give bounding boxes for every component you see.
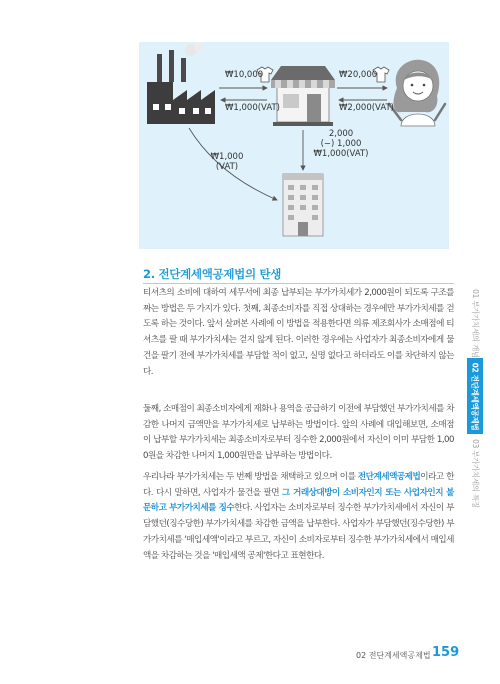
tax-office-building-icon [283,174,323,236]
calc-line-2: (−) 1,000 [320,139,362,149]
title-divider [143,283,454,284]
side-tab-prior-stage-credit[interactable] [467,358,483,434]
vat-flow-diagram [139,42,449,249]
paragraph-2: 둘째, 소매점이 최종소비자에게 재화나 용역을 공급하기 이전에 부담했던 부가가치세를 차감한 나머지 금액만을 부가가치세로 납부하는 방법이다. 앞의 사례에 대입해보면, 소매점이 납부할 부가가치세는 최종소비자로부터 징수한 2,000원에서 자신이 이미 부담한 1,000원을 차감한 나머지 1,000원만을 납부하는 방법이다. [143,404,454,462]
p3-text-b: 이라고 한다. 다시 말하면, 사업자가 물건을 팔면 [143,472,454,498]
factory-vat-label: ₩1,000(VAT) [225,103,280,113]
left-line-1: ₩1,000 [210,152,244,162]
store-vat-label: ₩2,000(VAT) [339,103,394,113]
store-icon [271,66,335,126]
factory-icon [147,42,215,124]
p3-text-a: 우리나라 부가가치세는 두 번째 방법을 채택하고 있으며 이를 [143,472,358,482]
calc-line-3: ₩1,000(VAT) [313,149,369,159]
section-title: 2. 전단계세액공제법의 탄생 [143,267,282,281]
store-sale-price-label: ₩20,000 [339,70,378,80]
calc-line-1: 2,000 [328,129,354,139]
paragraph-1: 티셔츠의 소비에 대하여 세무서에 최종 납부되는 부가가치세가 2,000원이 되도록 구조를 짜는 방법은 두 가지가 있다. 첫째, 최종소비자를 직접 상대하는 경우에만 부가가치세를 걷도록 하는 것이다. 앞서 살펴본 사례에 이 방법을 적용한다면 의류 제조회사가 소매점에 티셔츠를 팔 때 부가가치세는 걷지 않게 된다. 이러한 경우에는 사업자가 최종소비자에게 물건을 팔기 전에 부가가치세를 부담할 적이 없고, 실명 없다고 하더라도 이를 차단하지 않는다. [143,288,454,377]
consumer-icon [389,60,445,126]
page-number: 159 [432,645,460,660]
side-tab-vat-concept[interactable] [467,288,483,358]
side-tab-label: 03 부가가치세의 특징 [470,438,480,508]
side-tab-label: 01 부가가치세의 개념 [470,288,480,358]
paragraph-3 [143,470,454,564]
factory-paid-vat-label [207,152,247,172]
footer-chapter-title: 02 전단계세액공제법 [356,651,431,660]
store-vat-calc-label [311,129,371,159]
left-line-2: (VAT) [215,162,239,172]
side-tab-vat-features[interactable] [467,438,483,508]
factory-sale-price-label: ₩10,000 [225,70,264,80]
side-tab-label: 02 전단계세액공제법 [470,362,480,430]
p3-highlight-phrase: 그 거래상대방이 소비자인지 또는 사업자인지 불문하고 부가가치세를 징수 [143,487,454,514]
diagram-graphics [139,42,449,249]
p3-highlight-term: 전단계세액공제법 [357,472,421,482]
p3-text-c: 한다. 사업자는 소비자로부터 징수한 부가가치세에서 자신이 부담했던(징수당한) 부가가치세를 차감한 금액을 납부한다. 사업자가 부담했던(징수당한) 부가가치세를 '매입세액'이라고 부르고, 자신이 소비자로부터 징수한 부가가치세에서 매입세액을 차감하는 것을 '매입세액 공제'한다고 표현한다. [143,503,454,561]
